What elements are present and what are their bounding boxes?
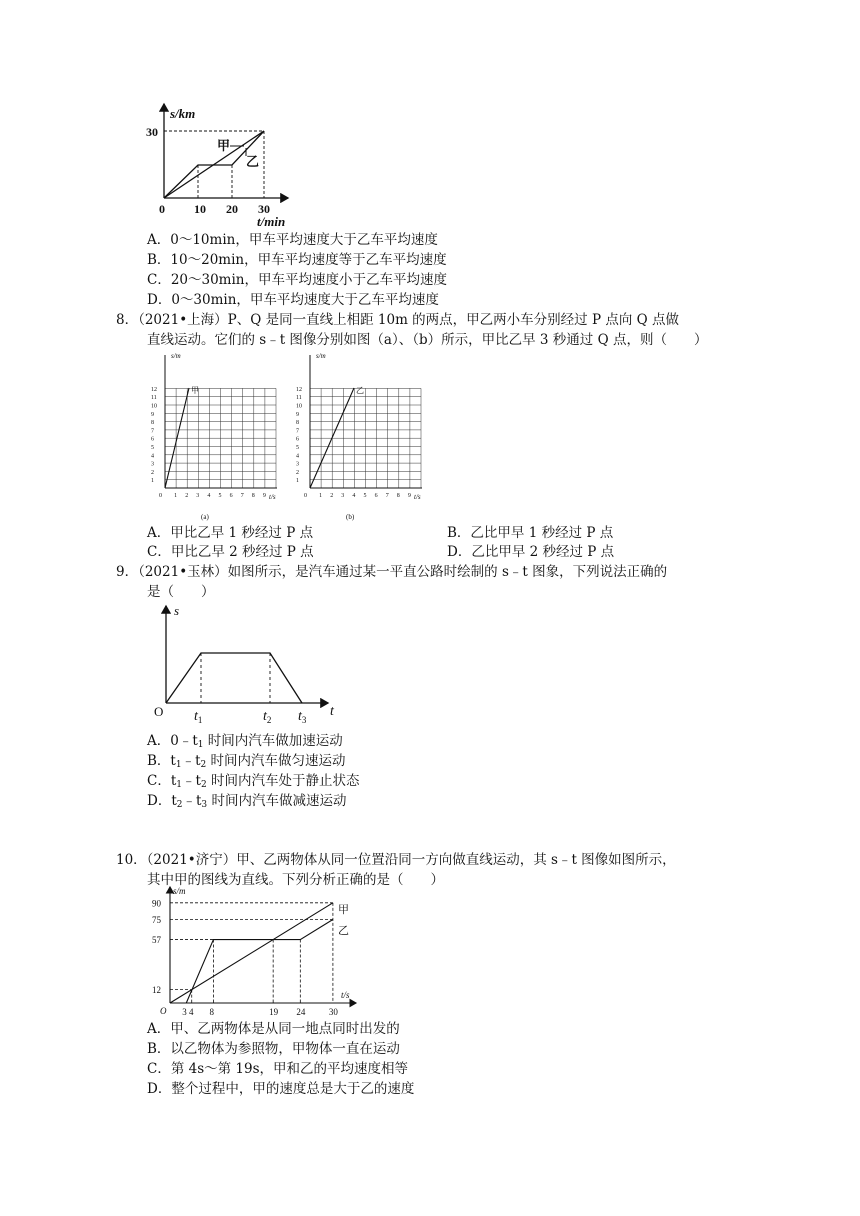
- y-tick-label: 11: [296, 395, 302, 402]
- q10-option-c: C．第 4s～第 19s，甲和乙的平均速度相等: [147, 1061, 409, 1077]
- x-tick-label: 2: [185, 493, 189, 499]
- caption-b: (b): [346, 513, 355, 521]
- y-tick-label: 10: [296, 403, 302, 410]
- y-axis-label: s/m: [171, 352, 181, 360]
- origin-label: O: [154, 704, 164, 719]
- q7-chart: [140, 96, 300, 232]
- y-tick-label: 12: [296, 386, 302, 393]
- x-tick-label: 9: [262, 493, 266, 499]
- x-tick-30: 30: [258, 202, 270, 216]
- s-t-curve: [166, 653, 302, 703]
- q10-stem-line1: 10．（2021•济宁）甲、乙两物体从同一位置沿同一方向做直线运动，其 s﹣t 图像如图所示，: [116, 852, 676, 868]
- q10-stem-line2: 其中甲的图线为直线。下列分析正确的是（ ）: [147, 872, 444, 888]
- series-label-jia: 甲: [338, 904, 349, 916]
- q8-chart-a: [145, 345, 295, 525]
- y-tick-label: 12: [151, 386, 157, 393]
- series-label-yi: 乙: [356, 386, 364, 395]
- y-tick-label: 10: [151, 403, 157, 410]
- q8-chart-b: [290, 345, 440, 525]
- x-tick-label: 6: [229, 493, 233, 499]
- x-tick-label: 4: [352, 493, 356, 499]
- q9-option-c: C．$t_1﹣t_2$ 时间内汽车处于静止状态: [147, 773, 360, 790]
- tick-t1: $t_1$: [194, 709, 203, 725]
- x-axis-label: t: [330, 704, 334, 719]
- q9-option-b: B．$t_1﹣t_2$ 时间内汽车做匀速运动: [147, 753, 346, 770]
- y-tick-30: 30: [146, 125, 158, 139]
- x-tick-label: 8: [251, 493, 255, 499]
- y-axis-label: s/m: [173, 886, 186, 896]
- y-tick-label: 9: [151, 411, 154, 418]
- y-tick-label: 90: [152, 898, 161, 909]
- x-tick-label: 24: [296, 1007, 306, 1017]
- y-axis-label: s/km: [170, 106, 196, 121]
- q9-option-d: D．$t_2﹣t_3$ 时间内汽车做减速运动: [147, 793, 347, 810]
- x-tick-label: 7: [385, 493, 389, 499]
- x-tick-label: 8: [396, 493, 400, 499]
- y-tick-label: 6: [151, 436, 154, 443]
- y-tick-label: 3: [296, 461, 299, 468]
- y-tick-label: 8: [151, 420, 154, 427]
- y-tick-label: 1: [296, 478, 299, 485]
- y-tick-label: 57: [152, 935, 161, 946]
- q8-option-b: B．乙比甲早 1 秒经过 P 点: [447, 525, 614, 541]
- x-axis-label: t/s: [414, 493, 421, 501]
- q8-option-a: A．甲比乙早 1 秒经过 P 点: [147, 525, 314, 541]
- x-tick-10: 10: [194, 202, 206, 216]
- series-label-jia: 甲: [217, 138, 231, 153]
- y-tick-label: 6: [296, 436, 299, 443]
- q7-option-d: D．0～30min，甲车平均速度大于乙车平均速度: [147, 292, 439, 308]
- y-axis-label: s: [174, 603, 180, 618]
- tick-t3: $t_3$: [298, 709, 307, 725]
- series-label-yi: 乙: [338, 925, 349, 937]
- x-tick-label: 4: [207, 493, 211, 499]
- x-tick-label: 0: [304, 493, 307, 499]
- y-tick-label: 11: [151, 395, 157, 402]
- x-tick-label: 19: [269, 1007, 279, 1017]
- x-tick-label: 3: [341, 493, 345, 499]
- q7-option-b: B．10～20min，甲车平均速度等于乙车平均速度: [147, 252, 447, 268]
- y-tick-label: 9: [296, 411, 299, 418]
- y-tick-label: 75: [152, 915, 161, 926]
- q8-stem-line2: 直线运动。它们的 s﹣t 图像分别如图（a）、（b）所示，甲比乙早 3 秒通过 Q 点，则（ ）: [147, 332, 708, 348]
- series-label-jia: 甲: [191, 386, 199, 395]
- series-yi: [186, 920, 333, 1003]
- y-tick-label: 4: [151, 453, 154, 460]
- x-axis-label: t/s: [341, 990, 350, 1000]
- q9-stem-line1: 9．（2021•玉林）如图所示，是汽车通过某一平直公路时绘制的 s﹣t 图象，下列说法正确的: [116, 564, 668, 580]
- q10-option-d: D．整个过程中，甲的速度总是大于乙的速度: [147, 1081, 415, 1097]
- grid: [296, 387, 421, 499]
- q8-option-c: C．甲比乙早 2 秒经过 P 点: [147, 544, 314, 560]
- grid: [151, 387, 276, 499]
- x-tick-label: 9: [407, 493, 411, 499]
- y-tick-label: 4: [296, 453, 299, 460]
- x-tick-label: 7: [240, 493, 244, 499]
- y-tick-label: 12: [152, 985, 161, 996]
- q7-option-c: C．20～30min，甲车平均速度小于乙车平均速度: [147, 272, 447, 288]
- x-tick-label: 3: [196, 493, 200, 499]
- x-tick-label: 6: [374, 493, 378, 499]
- x-tick-label: 1: [319, 493, 323, 499]
- y-tick-label: 5: [296, 445, 299, 451]
- caption-a: (a): [201, 513, 209, 521]
- y-tick-label: 3: [151, 461, 154, 468]
- q10-chart: [148, 884, 368, 1020]
- y-tick-label: 8: [296, 420, 299, 427]
- x-tick-label: 5: [218, 493, 222, 499]
- q8-stem-line1: 8．（2021•上海）P、Q 是同一直线上相距 10m 的两点，甲乙两小车分别经过 P 点向 Q 点做: [116, 312, 679, 328]
- y-axis-label: s/m: [316, 352, 326, 360]
- x-axis-label: t/s: [269, 493, 276, 501]
- series-label-yi: 乙: [246, 154, 260, 169]
- series-jia: [170, 903, 333, 1003]
- x-tick-label: 8: [209, 1007, 214, 1017]
- y-tick-label: 2: [151, 469, 154, 476]
- x-tick-label: 5: [363, 493, 367, 499]
- y-tick-label: 1: [151, 478, 154, 485]
- y-tick-label: 5: [151, 445, 154, 451]
- q7-option-a: A．0～10min，甲车平均速度大于乙车平均速度: [147, 232, 438, 248]
- x-tick-label: 3 4: [182, 1007, 194, 1017]
- origin-label: 0: [159, 202, 165, 216]
- y-tick-label: 2: [296, 469, 299, 476]
- origin-label: O: [160, 1006, 167, 1016]
- x-tick-label: 2: [330, 493, 334, 499]
- q10-option-b: B．以乙物体为参照物，甲物体一直在运动: [147, 1041, 400, 1057]
- y-tick-label: 7: [151, 428, 154, 435]
- q9-stem-line2: 是（ ）: [147, 584, 215, 600]
- q9-option-a: A．$0﹣t_1$ 时间内汽车做加速运动: [147, 733, 343, 750]
- x-tick-label: 0: [159, 493, 162, 499]
- tick-t2: $t_2$: [263, 709, 272, 725]
- q8-option-d: D．乙比甲早 2 秒经过 P 点: [447, 544, 615, 560]
- q10-option-a: A．甲、乙两物体是从同一地点同时出发的: [147, 1021, 400, 1037]
- x-tick-20: 20: [226, 202, 238, 216]
- x-tick-label: 30: [328, 1007, 338, 1017]
- y-tick-label: 7: [296, 428, 299, 435]
- x-axis-label: t/min: [257, 214, 286, 229]
- x-tick-label: 1: [174, 493, 178, 499]
- q9-chart: [148, 598, 348, 726]
